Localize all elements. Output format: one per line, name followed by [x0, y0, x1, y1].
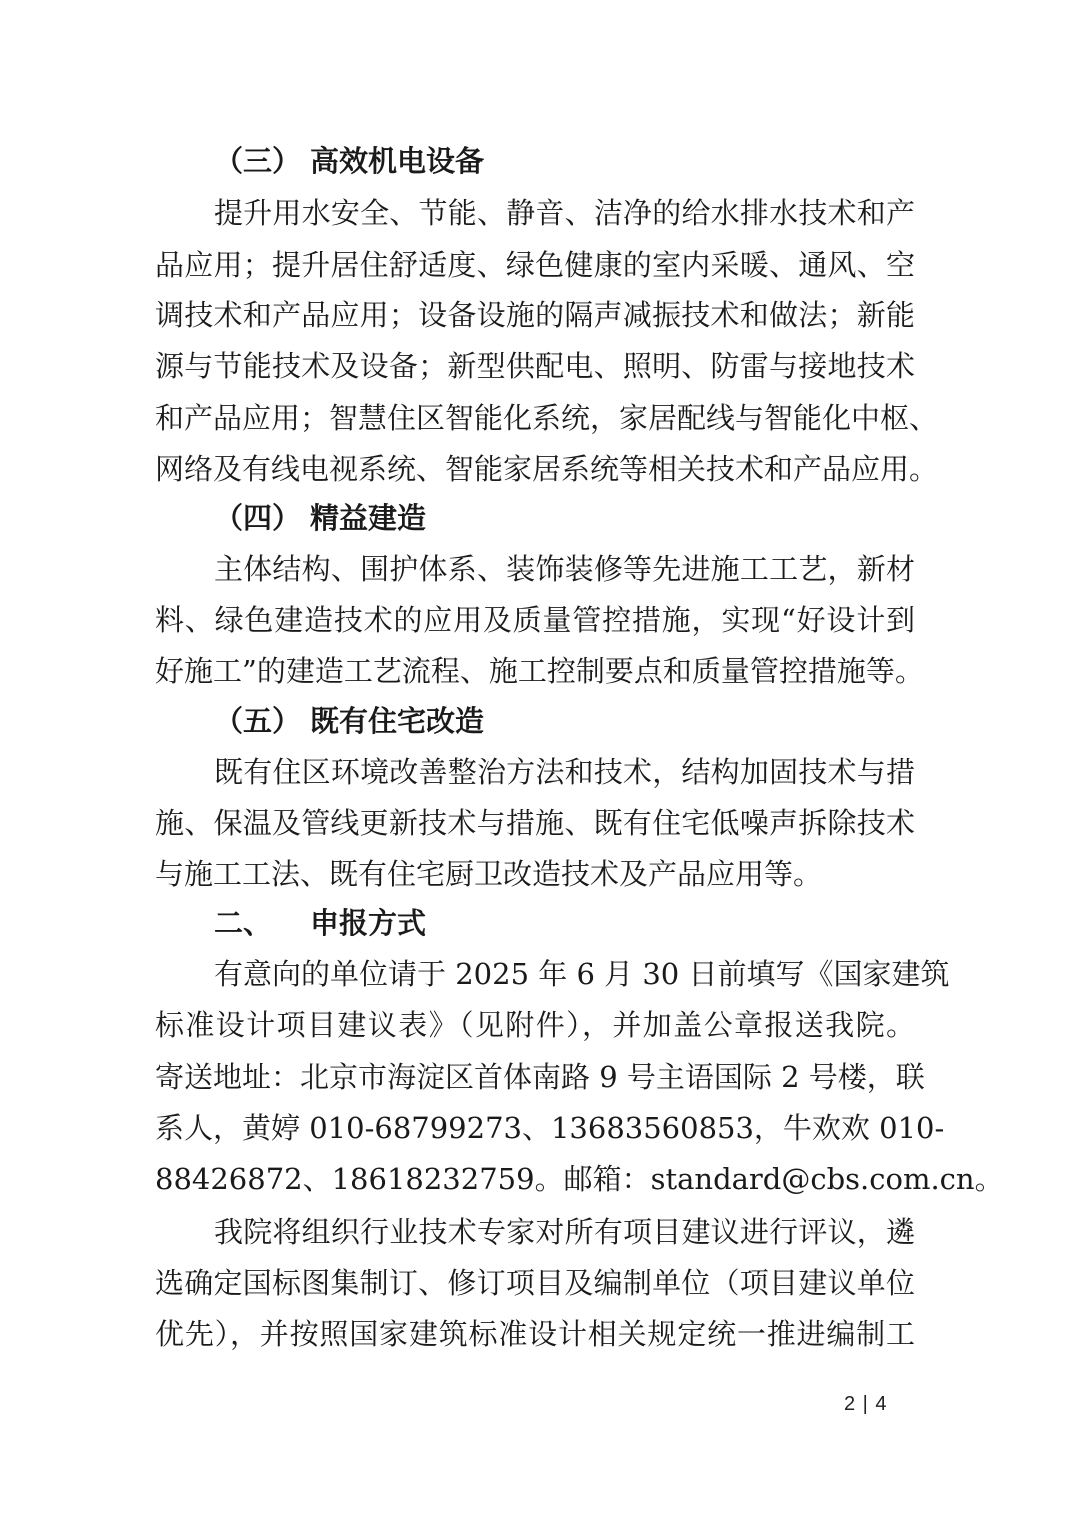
paragraph-line: 提升用水安全、节能、静音、洁净的给水排水技术和产: [214, 196, 915, 230]
paragraph-line: 和产品应用；智慧住区智能化系统，家居配线与智能化中枢、: [155, 401, 939, 435]
section-number: （四）: [214, 501, 302, 535]
paragraph-line: 既有住区环境改善整治方法和技术，结构加固技术与措: [214, 755, 915, 789]
section-title: 既有住宅改造: [310, 704, 485, 738]
paragraph-line: 料、绿色建造技术的应用及质量管控措施，实现“好设计到: [155, 603, 915, 637]
paragraph-line: 调技术和产品应用；设备设施的隔声减振技术和做法；新能: [155, 298, 915, 332]
section-heading-5: [214, 701, 915, 741]
paragraph-line: 主体结构、围护体系、装饰装修等先进施工工艺，新材: [214, 552, 915, 586]
paragraph-line: 我院将组织行业技术专家对所有项目建议进行评议，遴: [214, 1215, 915, 1249]
section-heading-3: [214, 141, 915, 181]
paragraph-line: 寄送地址：北京市海淀区首体南路 9 号主语国际 2 号楼，联: [155, 1060, 925, 1094]
paragraph-line: 有意向的单位请于 2025 年 6 月 30 日前填写《国家建筑: [214, 957, 950, 991]
section-number: （三）: [214, 144, 302, 178]
paragraph-line: 选确定国标图集制订、修订项目及编制单位（项目建议单位: [155, 1266, 915, 1300]
section-title: 精益建造: [310, 501, 427, 535]
paragraph-line: 好施工”的建造工艺流程、施工控制要点和质量管控措施等。: [155, 654, 924, 688]
page-indicator: 2 | 4: [844, 1393, 888, 1415]
paragraph-line: 源与节能技术及设备；新型供配电、照明、防雷与接地技术: [155, 349, 915, 383]
paragraph-line: 施、保温及管线更新技术与措施、既有住宅低噪声拆除技术: [155, 806, 915, 840]
section-title: 高效机电设备: [310, 144, 485, 178]
paragraph-line: 系人，黄婷 010-68799273、13683560853，牛欢欢 010-: [155, 1111, 945, 1145]
section-heading-4: [214, 498, 915, 538]
paragraph-line: 标准设计项目建议表》（见附件），并加盖公章报送我院。: [155, 1008, 915, 1042]
paragraph-line: 与施工工法、既有住宅厨卫改造技术及产品应用等。: [155, 857, 823, 891]
paragraph-line: 网络及有线电视系统、智能家居系统等相关技术和产品应用。: [155, 452, 939, 486]
part-title: 申报方式: [310, 906, 427, 940]
part-number: 二、: [214, 906, 273, 940]
paragraph-line: 品应用；提升居住舒适度、绿色健康的室内采暖、通风、空: [155, 248, 915, 282]
part-heading-2: [214, 903, 915, 943]
section-number: （五）: [214, 704, 302, 738]
paragraph-line: 优先），并按照国家建筑标准设计相关规定统一推进编制工: [155, 1317, 915, 1351]
paragraph-line: 88426872、18618232759。邮箱：standard@cbs.com.cn。: [155, 1162, 1004, 1196]
